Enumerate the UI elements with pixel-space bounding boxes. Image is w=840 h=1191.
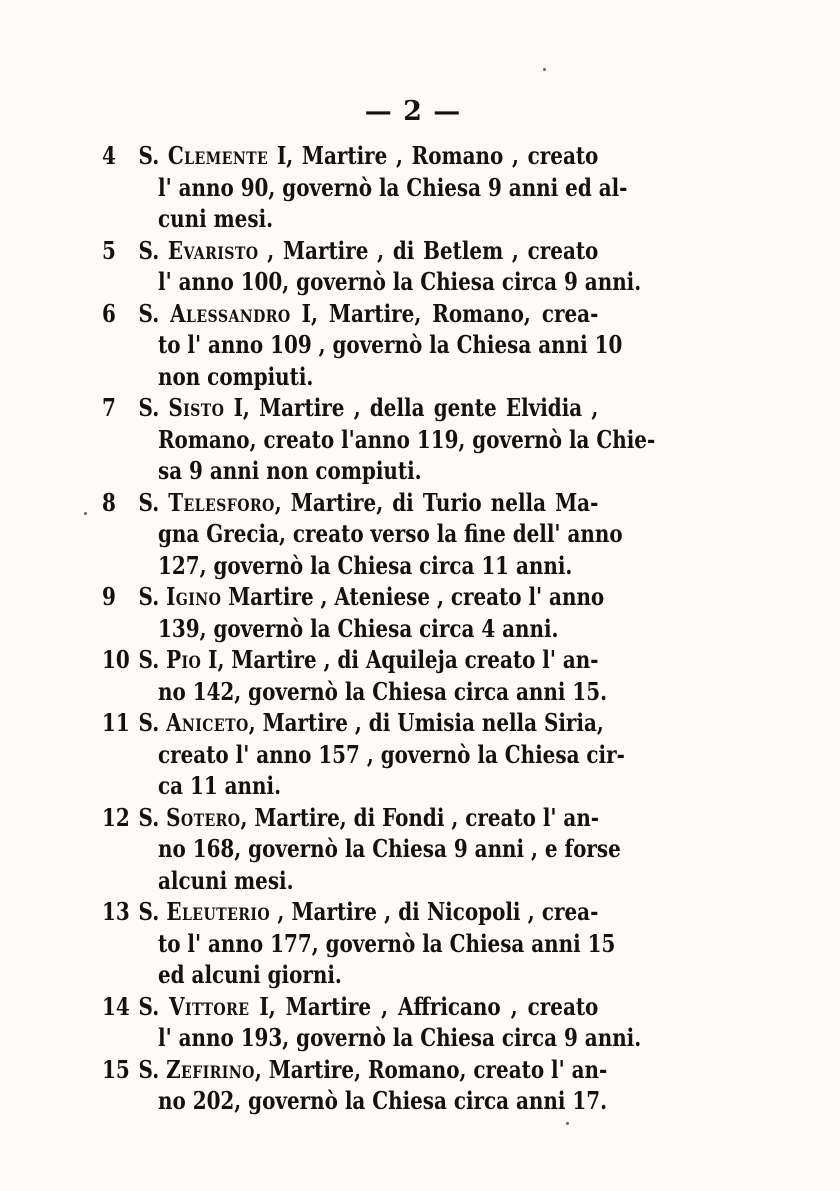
pope-entry [102, 1054, 700, 1117]
saint-prefix: S. [138, 708, 167, 737]
entry-line [158, 172, 628, 204]
pope-entry [102, 298, 700, 393]
saint-prefix: S. [138, 298, 171, 328]
saint-prefix: S. [138, 141, 168, 170]
saint-prefix: S. [138, 645, 167, 674]
pope-entry [102, 392, 700, 487]
entry-line [158, 203, 608, 235]
pope-name: Alessandro [170, 298, 291, 328]
entry-text: sa 9 anni non compiuti. [158, 456, 422, 485]
saint-prefix: S. [138, 582, 167, 611]
entry-line [158, 550, 608, 582]
paper-speck [84, 512, 87, 515]
pope-name: Sotero [166, 802, 241, 832]
pope-entry [102, 487, 700, 582]
entry-text: , Martire , di Nicopoli , crea- [270, 897, 599, 926]
entry-text: l' anno 193, governò la Chiesa circa 9 anni. [158, 1023, 642, 1052]
entry-number: 15 [102, 1054, 130, 1084]
entry-line [158, 329, 623, 361]
pope-name: Igino [166, 582, 222, 611]
pope-list [102, 140, 700, 1117]
entry-first-line [102, 235, 598, 267]
entry-text: ed alcuni giorni. [158, 960, 342, 989]
paper-speck [566, 1122, 569, 1125]
pope-entry [102, 896, 700, 991]
pope-name: Clemente [167, 141, 269, 170]
entry-text: , Martire, di Turio nella Ma- [274, 487, 599, 517]
entry-line [158, 455, 608, 487]
pope-name: Vittore [169, 991, 250, 1021]
pope-entry [102, 802, 700, 897]
entry-line [158, 833, 621, 865]
pope-entry [102, 991, 700, 1054]
entry-number: 6 [102, 298, 116, 328]
entry-line [158, 424, 656, 456]
entry-text: to l' anno 177, governò la Chiesa anni 15 [158, 928, 616, 958]
entry-text: I, Martire, Romano, crea- [290, 298, 599, 328]
entry-line [158, 770, 608, 802]
saint-prefix: S. [138, 802, 167, 832]
entry-first-line [102, 1054, 608, 1086]
entry-line [158, 959, 608, 991]
pope-name: Sisto [168, 393, 225, 422]
entry-text: to l' anno 109 , governò la Chiesa anni 10 [158, 330, 623, 359]
pope-entry [102, 235, 700, 298]
entry-text: non compiuti. [158, 361, 314, 391]
saint-prefix: S. [138, 1054, 167, 1084]
entry-line [158, 266, 642, 298]
entry-line [158, 613, 608, 645]
entry-line [158, 676, 608, 708]
pope-entry [102, 644, 700, 707]
entry-line [158, 865, 608, 897]
saint-prefix: S. [138, 991, 170, 1021]
entry-text: cuni mesi. [158, 204, 274, 233]
entry-line [158, 361, 608, 393]
entry-line [158, 928, 616, 960]
pope-name: Eleuterio [166, 897, 271, 926]
entry-number: 13 [102, 897, 130, 926]
entry-number: 11 [102, 708, 130, 737]
entry-number: 10 [102, 645, 130, 674]
pope-entry [102, 140, 700, 235]
entry-text: , Martire, Romano, creato l' an- [254, 1054, 608, 1084]
entry-text: gna Grecia, creato verso la fine dell' anno [158, 519, 623, 548]
entry-text: I, Martire , Romano , creato [268, 141, 599, 170]
entry-text: , Martire , di Umisia nella Siria, [248, 708, 604, 737]
saint-prefix: S. [138, 487, 169, 517]
entry-text: l' anno 100, governò la Chiesa circa 9 anni. [158, 267, 642, 296]
entry-number: 9 [102, 582, 116, 611]
entry-text: I, Martire , della gente Elvidia , [224, 393, 599, 422]
pope-entry [102, 707, 700, 802]
saint-prefix: S. [138, 393, 169, 422]
entry-first-line [102, 581, 605, 613]
entry-text: I, Martire , di Aquileja creato l' an- [201, 645, 599, 674]
entry-number: 4 [102, 141, 116, 170]
entry-first-line [102, 140, 598, 172]
pope-name: Zefirino [166, 1054, 255, 1084]
entry-text: 139, governò la Chiesa circa 4 anni. [158, 613, 559, 643]
entry-text: no 168, governò la Chiesa 9 anni , e forse [158, 834, 621, 863]
entry-number: 14 [102, 991, 130, 1021]
entry-text: I, Martire , Affricano , creato [249, 991, 599, 1021]
pope-name: Evaristo [167, 235, 259, 265]
entry-text: , Martire, di Fondi , creato l' an- [240, 802, 600, 832]
entry-text: no 202, governò la Chiesa circa anni 17. [158, 1086, 608, 1115]
entry-first-line [102, 896, 598, 928]
pope-entry [102, 581, 700, 644]
entry-text: l' anno 90, governò la Chiesa 9 anni ed al- [158, 172, 628, 202]
paper-speck [543, 68, 546, 71]
entry-text: 127, governò la Chiesa circa 11 anni. [158, 550, 573, 580]
entry-text: alcuni mesi. [158, 865, 294, 895]
entry-number: 5 [102, 235, 116, 265]
entry-line [158, 739, 625, 771]
entry-first-line [102, 392, 598, 424]
saint-prefix: S. [138, 897, 167, 926]
entry-text: ca 11 anni. [158, 771, 282, 800]
entry-text: creato l' anno 157 , governò la Chiesa cir- [158, 739, 625, 769]
entry-first-line [102, 487, 598, 519]
entry-line [158, 1022, 642, 1054]
entry-first-line [102, 298, 598, 330]
pope-name: Pio [166, 645, 202, 674]
entry-line [158, 1085, 608, 1117]
entry-line [158, 518, 623, 550]
entry-text: no 142, governò la Chiesa circa anni 15. [158, 676, 608, 706]
entry-first-line [102, 644, 598, 676]
entry-first-line [102, 802, 598, 834]
pope-name: Telesforo [168, 487, 275, 517]
entry-text: Romano, creato l'anno 119, governò la Chie- [158, 424, 656, 454]
entry-text: , Martire , di Betlem , creato [258, 235, 599, 265]
entry-first-line [102, 991, 598, 1023]
entry-number: 8 [102, 487, 116, 517]
entry-text: Martire , Ateniese , creato l' anno [221, 582, 605, 611]
pope-name: Aniceto [166, 708, 249, 737]
page-number: — 2 — [364, 96, 462, 127]
entry-number: 7 [102, 393, 116, 422]
entry-first-line [102, 707, 604, 739]
saint-prefix: S. [138, 235, 168, 265]
entry-number: 12 [102, 802, 130, 832]
